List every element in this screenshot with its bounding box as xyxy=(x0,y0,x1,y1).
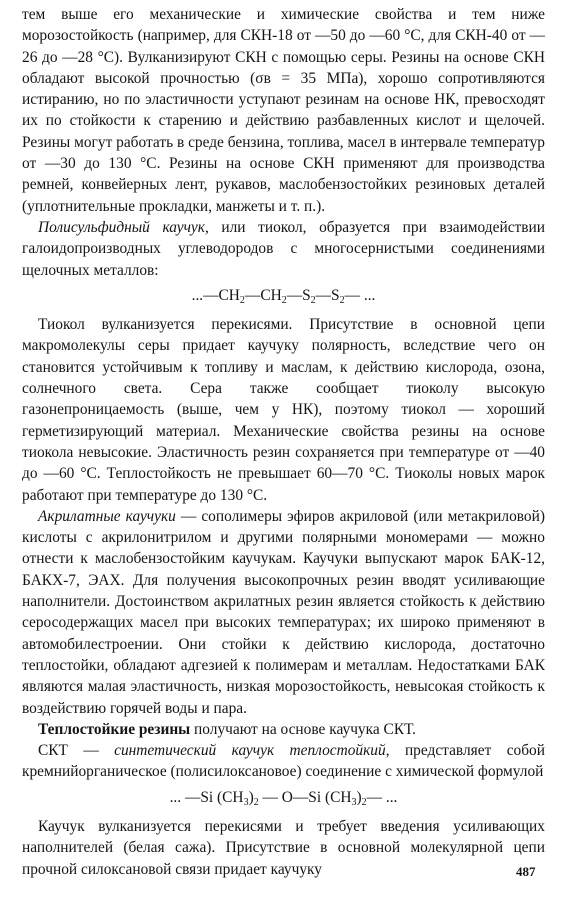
paragraph-acrylate-rubber xyxy=(22,506,545,719)
formula-part: — O—Si (CH xyxy=(258,788,352,806)
formula-subscript: 2 xyxy=(361,796,367,808)
formula-subscript: 2 xyxy=(281,294,287,306)
formula-polysulfide xyxy=(22,285,545,306)
formula-part: —CH xyxy=(244,286,282,304)
page-number: 487 xyxy=(516,864,536,879)
paragraph-skt xyxy=(22,740,545,783)
paragraph-nitrile-rubber: тем выше его механические и химические свойства и тем ниже морозостойкость (например, для СКН-18 от —50 до —60 °С, для СКН-40 от —26 до —28 °С). Вулканизируют СКН с помощью серы. Резины на основе СКН обладают высокой прочностью (σв = 35 МПа), хорошо сопротивляются истиранию, но по эластичности уступают резинам на основе НК, превосходят их по стойкости к старению и действию разбавленных кислот и щелочей. Резины могут работать в среде бензина, топлива, масел в интервале температур от —30 до 130 °С. Резины на основе СКН применяют для производства ремней, конвейерных лент, рукавов, маслобензостойких резиновых деталей (уплотнительные прокладки, манжеты и т. п.). xyxy=(22,6,545,215)
paragraph-polysulfide-rubber xyxy=(22,217,545,281)
paragraph-acrylate-text: — сополимеры эфиров акриловой (или метакриловой) кислоты с акрилонитрилом и другими полярными мономерами — можно отнести к маслобензостойким каучукам. Каучуки выпускают марок БАК-12, БАКХ-7, ЭАХ. Для получения высокопрочных резин вводят усиливающие наполнители. Достоинством акрилатных резин является стойкость к действию серосодержащих масел при высоких температурах; их широко применяют в автомобилестроении. Они стойки к действию кислорода, достаточно теплостойки, обладают адгезией к полимерам и металлам. Недостатками БАК являются малая эластичность, низкая морозостойкость, невысокая стойкость к воздействию горячей воды и пара. xyxy=(22,507,545,717)
formula-subscript: 2 xyxy=(310,294,316,306)
formula-part: —S xyxy=(315,286,340,304)
formula-part: ...—CH xyxy=(191,286,240,304)
formula-part: —S xyxy=(286,286,311,304)
term-polysulfide-rubber: Полисульфидный каучук xyxy=(38,218,205,236)
paragraph-skt-text: , представляет собой кремнийорганическое (полисилоксановое) соединение с химической формулой xyxy=(22,742,545,781)
paragraph-skt-start: СКТ — xyxy=(38,742,115,760)
formula-part: ... —Si (CH xyxy=(169,788,244,806)
term-acrylate-rubber: Акрилатные каучуки xyxy=(38,507,176,525)
page-body xyxy=(22,4,545,880)
paragraph-heat-resistant-text: получают на основе каучука СКТ. xyxy=(190,720,416,738)
formula-polysiloxane xyxy=(22,787,545,808)
heading-heat-resistant-rubber: Теплостойкие резины xyxy=(38,720,191,738)
formula-part: — ... xyxy=(344,286,376,304)
formula-subscript: 3 xyxy=(351,796,357,808)
formula-part: — ... xyxy=(366,788,398,806)
term-skt: синтетический каучук теплостойкий xyxy=(114,742,386,760)
paragraph-heat-resistant-rubber xyxy=(22,719,545,740)
formula-subscript: 2 xyxy=(339,294,345,306)
paragraph-polysulfide-text: , или тиокол, образуется при взаимодействии галоидопроизводных углеводородов с многосернистыми соединениями щелочных металлов: xyxy=(22,218,545,279)
formula-subscript: 2 xyxy=(253,796,259,808)
formula-subscript: 2 xyxy=(239,294,245,306)
paragraph-vulcanization: Каучук вулканизуется перекисями и требует введения усиливающих наполнителей (белая сажа). Присутствие в основной молекулярной цепи прочной силоксановой связи придает каучуку xyxy=(22,817,545,878)
paragraph-thiokol: Тиокол вулканизуется перекисями. Присутствие в основной цепи макромолекулы серы придает каучуку полярность, вследствие чего он становится устойчивым к топливу и маслам, к действию кислорода, озона, солнечного света. Сера также сообщает тиоколу высокую газонепроницаемость (выше, чем у НК), поэтому тиокол — хороший герметизирующий материал. Механические свойства резины на основе тиокола невысокие. Эластичность резин сохраняется при температуре от —40 до —60 °С. Теплостойкость не превышает 60—70 °С. Тиоколы новых марок работают при температуре до 130 °С. xyxy=(22,316,545,504)
formula-subscript: 3 xyxy=(243,796,249,808)
formula-part: ) xyxy=(248,788,254,806)
formula-part: ) xyxy=(356,788,362,806)
